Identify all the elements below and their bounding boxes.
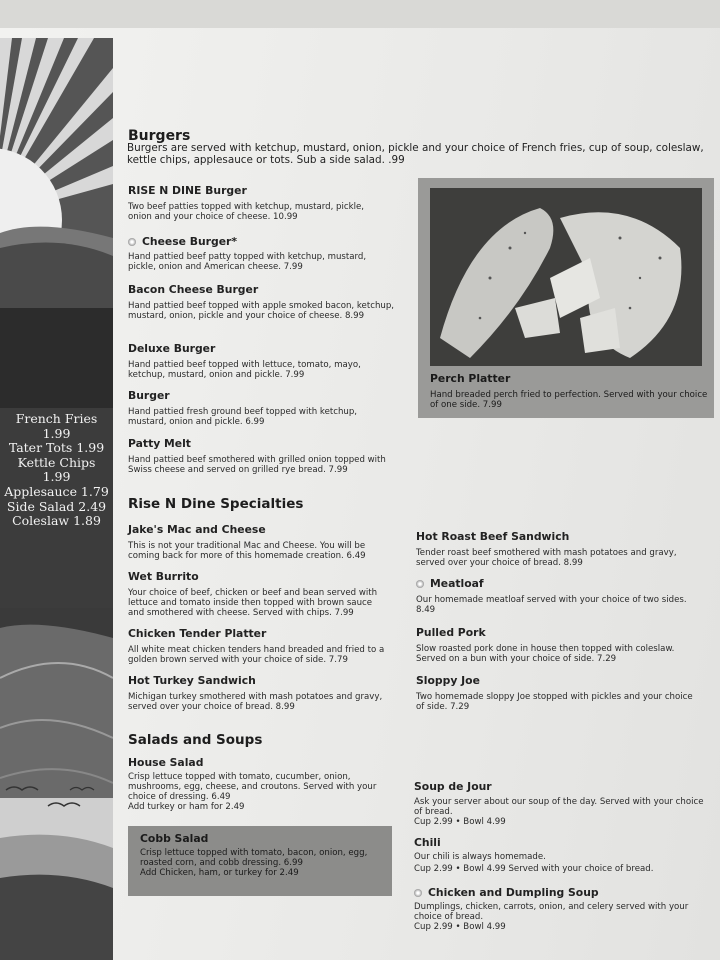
section-title-burgers: Burgers [128,128,191,144]
menu-item-desc: Hand breaded perch fried to perfection. Served with your choice of one side. 7.99 [430,390,708,410]
menu-item-desc: Your choice of beef, chicken or beef and bean served with lettuce and tomato inside then topped with brown sauce and smothered with cheese. Served with chips. 7.99 [128,588,378,618]
menu-item-desc: Hand pattied fresh ground beef topped with ketchup, mustard, onion and pickle. 6.99 [128,407,358,427]
menu-item-desc: All white meat chicken tenders hand breaded and fried to a golden brown served with your choice of side. 7.79 [128,645,385,665]
featured-icon [414,889,422,897]
menu-item-name: Sloppy Joe [416,674,480,687]
menu-item-name: RISE N DINE Burger [128,184,247,197]
side-item: 1.99 [42,425,71,441]
menu-item-name-text: Cheese Burger* [142,235,238,248]
featured-icon [128,238,136,246]
side-item: 1.99 [42,469,71,485]
menu-item-desc: Crisp lettuce topped with tomato, bacon, onion, egg, roasted corn, and cobb dressing. 6.99 [140,848,368,868]
menu-item-name: Bacon Cheese Burger [128,283,259,296]
menu-item-name: Cobb Salad [140,832,209,845]
menu-item-desc: Hand pattied beef topped with apple smoked bacon, ketchup, mustard, onion, pickle and your choice of cheese. 8.99 [128,301,395,321]
side-item: Tater Tots 1.99 [8,440,105,456]
menu-item-desc: Ask your server about our soup of the day. Served with your choice of bread. [414,797,704,817]
menu-item-price: Cup 2.99 • Bowl 4.99 [414,817,506,827]
menu-item-name: Hot Turkey Sandwich [128,674,256,687]
menu-item-desc: This is not your traditional Mac and Cheese. You will be coming back for more of this homemade creation. 6.49 [128,541,366,561]
menu-item-desc: Our homemade meatloaf served with your choice of two sides. 8.49 [416,595,687,615]
menu-item-desc: Two homemade sloppy Joe stopped with pickles and your choice of side. 7.29 [416,692,693,712]
menu-item-name: Burger [128,389,170,402]
menu-item-desc: Hand pattied beef topped with lettuce, tomato, mayo, ketchup, mustard, onion and pickle. 7.99 [128,360,361,380]
menu-item-desc: Hand pattied beef smothered with grilled onion topped with Swiss cheese and served on grilled rye bread. 7.99 [128,455,386,475]
menu-item-name: House Salad [128,756,204,769]
menu-item-name-text: Meatloaf [430,577,484,590]
menu-item-name: Hot Roast Beef Sandwich [416,530,570,543]
perch-platter-box [418,178,714,418]
menu-item-name [416,577,484,590]
menu-item-name: Pulled Pork [416,626,486,639]
menu-item-name-text: Chicken and Dumpling Soup [428,886,599,899]
menu-item-name: Wet Burrito [128,570,199,583]
menu-item-desc: Crisp lettuce topped with tomato, cucumber, onion, mushrooms, egg, cheese, and croutons. Served with your choice of dressing. 6.49 [128,772,377,802]
perch-platter-photo [430,188,702,366]
menu-item-name: Patty Melt [128,437,191,450]
menu-item-desc: Hand pattied beef patty topped with ketchup, mustard, pickle, onion and American cheese. 7.99 [128,252,367,272]
featured-icon [416,580,424,588]
menu-item-desc: Two beef patties topped with ketchup, mustard, pickle, onion and your choice of cheese. 10.99 [128,202,364,222]
menu-item-name: Perch Platter [430,372,511,385]
menu-item-desc: Michigan turkey smothered with mash potatoes and gravy, served over your choice of bread. 8.99 [128,692,383,712]
sides-list [0,412,113,529]
side-item: Side Salad 2.49 [6,498,107,514]
section-title-specialties: Rise N Dine Specialties [128,496,304,512]
menu-item-extra: Add Chicken, ham, or turkey for 2.49 [140,868,299,878]
menu-item-desc: Tender roast beef smothered with mash potatoes and gravy, served over your choice of bread. 8.99 [416,548,677,568]
menu-item-desc: Our chili is always homemade. [414,852,546,862]
section-title-salads: Salads and Soups [128,732,263,748]
burgers-intro: Burgers are served with ketchup, mustard, onion, pickle and your choice of French fries, cup of soup, coleslaw, kettle chips, applesauce or tots. Sub a side salad. .99 [127,142,704,166]
menu-item-name: Deluxe Burger [128,342,216,355]
menu-item-name [128,235,237,248]
menu-item-extra: Add turkey or ham for 2.49 [128,802,245,812]
side-item: Coleslaw 1.89 [12,513,101,529]
cobb-salad-box [128,826,392,896]
side-item: French Fries [15,411,98,426]
menu-item-price: Cup 2.99 • Bowl 4.99 Served with your choice of bread. [414,864,654,874]
menu-item-name: Soup de Jour [414,780,492,793]
table-background [0,0,720,30]
menu-item-price: Cup 2.99 • Bowl 4.99 [414,922,506,932]
menu-item-desc: Dumplings, chicken, carrots, onion, and celery served with your choice of bread. [414,902,689,922]
side-item: Kettle Chips [17,454,96,470]
menu-item-name: Chili [414,836,441,849]
menu-item-name: Jake's Mac and Cheese [128,523,266,536]
menu-item-name: Chicken Tender Platter [128,627,267,640]
side-item: Applesauce 1.79 [4,483,109,499]
menu-item-desc: Slow roasted pork done in house then topped with coleslaw. Served on a bun with your choice of side. 7.29 [416,644,675,664]
menu-item-name [414,886,599,899]
